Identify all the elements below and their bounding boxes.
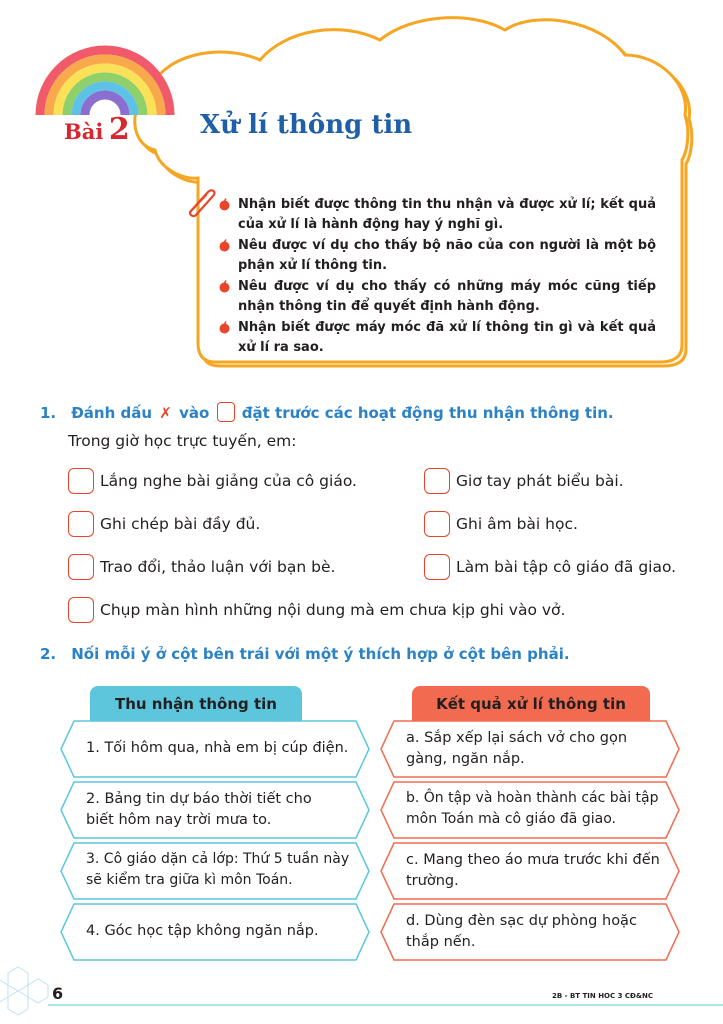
left-match-item[interactable]: 4. Góc học tập không ngăn nắp. [60, 903, 370, 961]
right-match-item[interactable]: b. Ôn tập và hoàn thành các bài tập môn Toán mà cô giáo đã giao. [380, 781, 680, 839]
option-row: Ghi chép bài đầy đủ. [68, 508, 260, 540]
footer-decoration [0, 955, 723, 1024]
option-row: Làm bài tập cô giáo đã giao. [424, 551, 676, 583]
lesson-word: Bài [64, 119, 104, 144]
check-mark-icon: ✗ [159, 404, 172, 422]
lesson-number: 2 [108, 112, 130, 147]
objective-item: Nhận biết được thông tin thu nhận và được xử lí; kết quả của xử lí là hành động hay ý nghĩ gì. [216, 195, 656, 235]
apple-bullet-icon [218, 198, 231, 211]
lesson-title: Xử lí thông tin [200, 110, 413, 140]
question-2-number: 2. [40, 645, 57, 663]
left-match-item[interactable]: 1. Tối hôm qua, nhà em bị cúp điện. [60, 720, 370, 778]
right-column-header: Kết quả xử lí thông tin [412, 686, 650, 722]
objective-item: Nêu được ví dụ cho thấy có những máy móc cũng tiếp nhận thông tin để quyết định hành động. [216, 277, 656, 317]
right-match-item[interactable]: d. Dùng đèn sạc dự phòng hoặc thắp nến. [380, 903, 680, 961]
apple-bullet-icon [218, 239, 231, 252]
option-row: Chụp màn hình những nội dung mà em chưa kịp ghi vào vở. [68, 594, 565, 626]
objective-item: Nhận biết được máy móc đã xử lí thông tin gì và kết quả xử lí ra sao. [216, 318, 656, 358]
objectives-list [216, 195, 656, 359]
option-row: Lắng nghe bài giảng của cô giáo. [68, 465, 357, 497]
right-match-item[interactable]: a. Sắp xếp lại sách vở cho gọn gàng, ngăn nắp. [380, 720, 680, 778]
question-1-intro: Trong giờ học trực tuyến, em: [68, 432, 297, 450]
right-match-item[interactable]: c. Mang theo áo mưa trước khi đến trường. [380, 842, 680, 900]
option-checkbox[interactable] [68, 468, 94, 494]
footer-code: 2B - BT TIN HOC 3 CĐ&NC [551, 992, 653, 1000]
option-row: Trao đổi, thảo luận với bạn bè. [68, 551, 335, 583]
apple-bullet-icon [218, 280, 231, 293]
checkbox-sample-icon [217, 402, 235, 422]
left-match-item[interactable]: 3. Cô giáo dặn cả lớp: Thứ 5 tuần này sẽ kiểm tra giữa kì môn Toán. [60, 842, 370, 900]
option-checkbox[interactable] [68, 597, 94, 623]
option-checkbox[interactable] [424, 554, 450, 580]
option-checkbox[interactable] [68, 554, 94, 580]
question-1-heading: 1. Đánh dấu ✗ vào đặt trước các hoạt động thu nhận thông tin. [40, 404, 614, 422]
question-1-number: 1. [40, 404, 57, 422]
option-checkbox[interactable] [424, 468, 450, 494]
option-row: Giơ tay phát biểu bài. [424, 465, 624, 497]
question-2-heading: 2. Nối mỗi ý ở cột bên trái với một ý thích hợp ở cột bên phải. [40, 645, 570, 663]
option-row: Ghi âm bài học. [424, 508, 578, 540]
left-match-item[interactable]: 2. Bảng tin dự báo thời tiết cho biết hôm nay trời mưa to. [60, 781, 370, 839]
paperclip-icon [180, 182, 220, 222]
objective-item: Nêu được ví dụ cho thấy bộ não của con người là một bộ phận xử lí thông tin. [216, 236, 656, 276]
option-checkbox[interactable] [424, 511, 450, 537]
option-checkbox[interactable] [68, 511, 94, 537]
apple-bullet-icon [218, 321, 231, 334]
left-column-header: Thu nhận thông tin [90, 686, 302, 722]
lesson-label [64, 112, 130, 147]
page-number: 6 [52, 984, 64, 1003]
rainbow-icon [30, 40, 180, 120]
